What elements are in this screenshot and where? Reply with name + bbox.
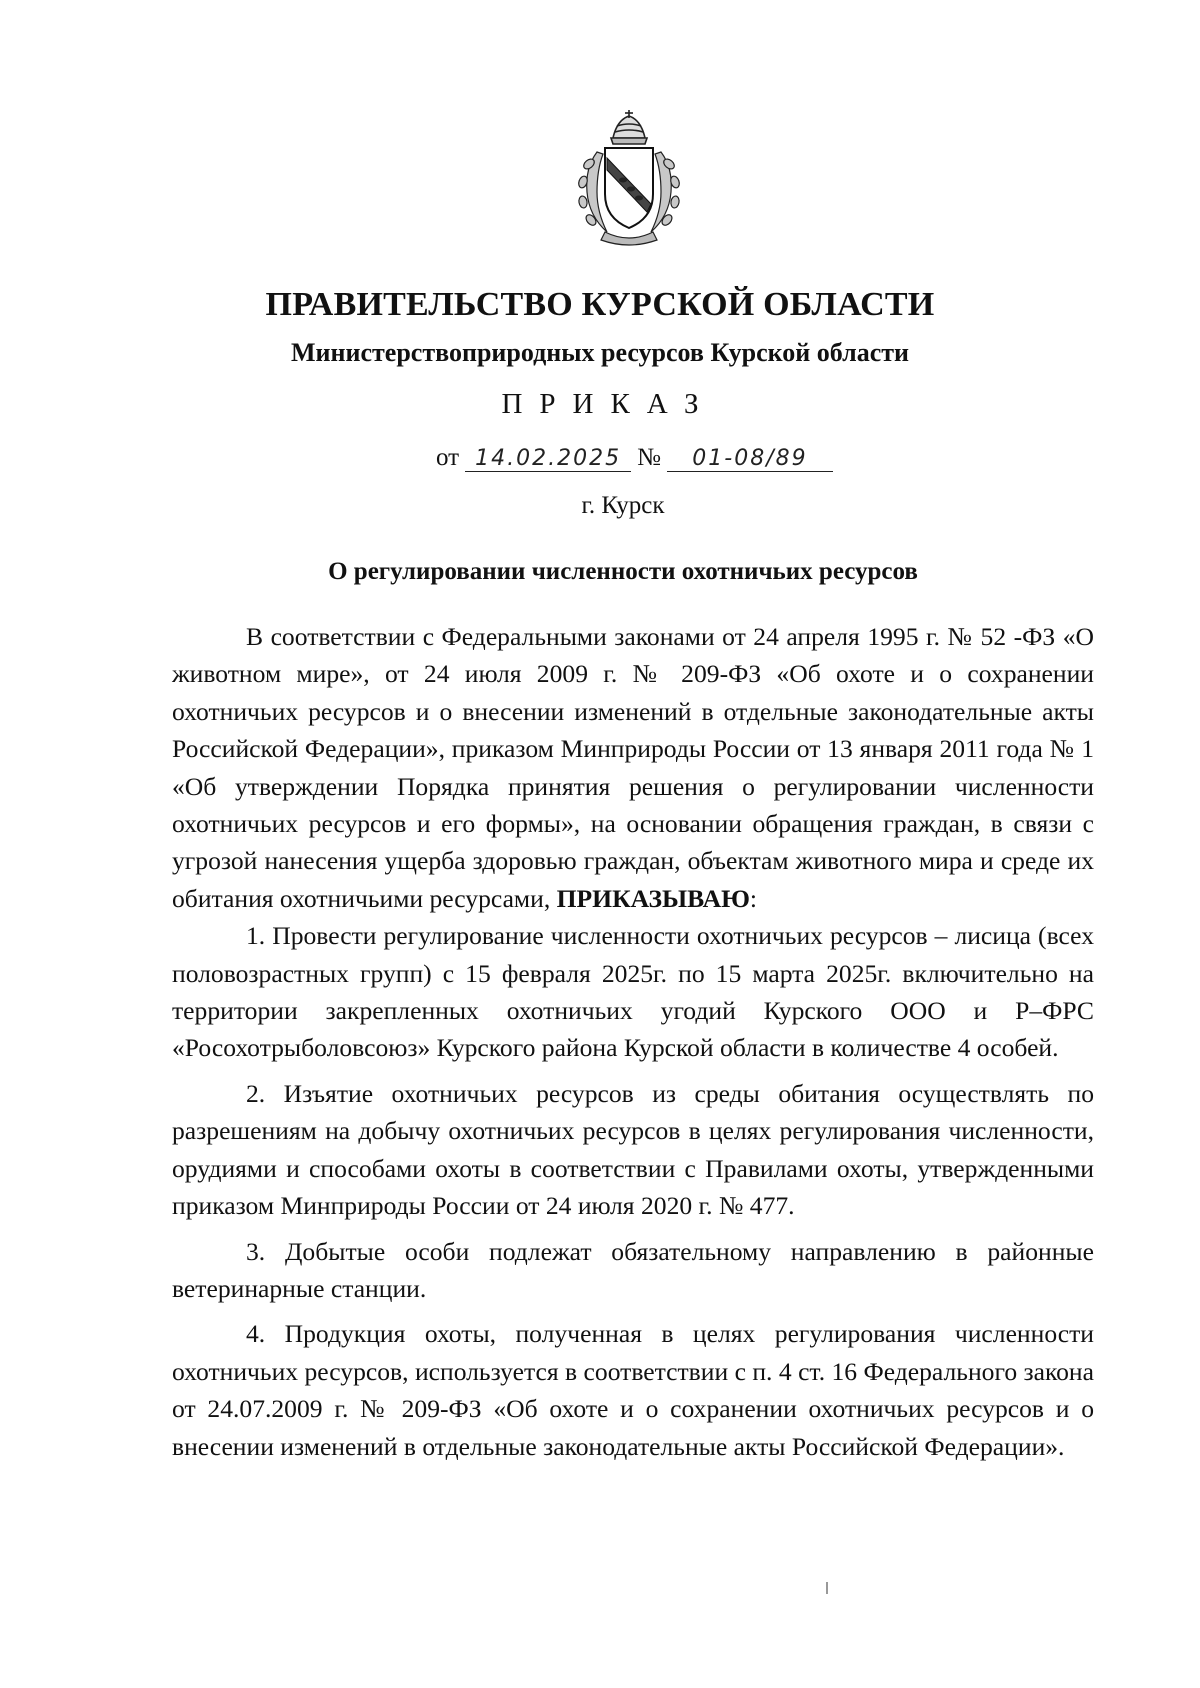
order-directive: ПРИКАЗЫВАЮ (556, 883, 750, 913)
order-item-3: 3. Добытые особи подлежат обязательному направлению в районные ветеринарные станции. (172, 1236, 1094, 1303)
handwritten-number: 01-08/89 (667, 447, 833, 472)
scan-speck (826, 1582, 828, 1594)
order-body (172, 618, 1094, 1465)
order-item-4: 4. Продукция охоты, полученная в целях регулирования численности охотничьих ресурсов, используется в соответствии с п. 4 ст. 16 Федерального закона от 24.07.2009 г. № 209-ФЗ «Об охоте и о сохранении охотничьих ресурсов и о внесении изменений в отдельные законодательные акты Российской Федерации». (172, 1319, 1094, 1461)
coat-of-arms-emblem (567, 108, 691, 246)
ministry-subtitle: Министерствоприродных ресурсов Курской области (291, 338, 909, 367)
order-heading: О регулировании численности охотничьих ресурсов (328, 558, 918, 585)
document-type: ПРИКАЗ (501, 388, 716, 420)
government-title: ПРАВИТЕЛЬСТВО КУРСКОЙ ОБЛАСТИ (265, 286, 935, 323)
date-label: от (436, 444, 460, 471)
preamble-paragraph (172, 618, 1094, 917)
order-item-1: 1. Провести регулирование численности охотничьих ресурсов – лисица (всех половозрастных групп) с 15 февраля 2025г. по 15 марта 2025г. включительно на территории закрепленных охотничьих угодий Курского ООО и Р–ФРС «Росохотрыболовсоюз» Курского района Курской области в количестве 4 особей. (172, 921, 1094, 1063)
preamble-text: В соответствии с Федеральными законами от 24 апреля 1995 г. № 52 -ФЗ «О животном мире», от 24 июля 2009 г. № 209-ФЗ «Об охоте и о сохранении охотничьих ресурсов и о внесении изменений в отдельные законодательные акты Российской Федерации», приказом Минприроды России от 13 января 2011 года № 1 «Об утверждении Порядка принятия решения о регулировании численности охотничьих ресурсов и его формы», на основании обращения граждан, в связи с угрозой нанесения ущерба здоровью граждан, объектам животного мира и среде их обитания охотничьими ресурсами, (172, 622, 1094, 913)
date-number-line (436, 444, 833, 472)
number-label: № (637, 444, 661, 471)
handwritten-date: 14.02.2025 (465, 447, 631, 472)
city-line: г. Курск (581, 492, 665, 519)
order-item-2: 2. Изъятие охотничьих ресурсов из среды обитания осуществлять по разрешениям на добычу охотничьих ресурсов в целях регулирования численности, орудиями и способами охоты в соответствии с Правилами охоты, утвержденными приказом Минприроды России от 24 июля 2020 г. № 477. (172, 1078, 1094, 1221)
order-directive-punct: : (749, 883, 758, 913)
